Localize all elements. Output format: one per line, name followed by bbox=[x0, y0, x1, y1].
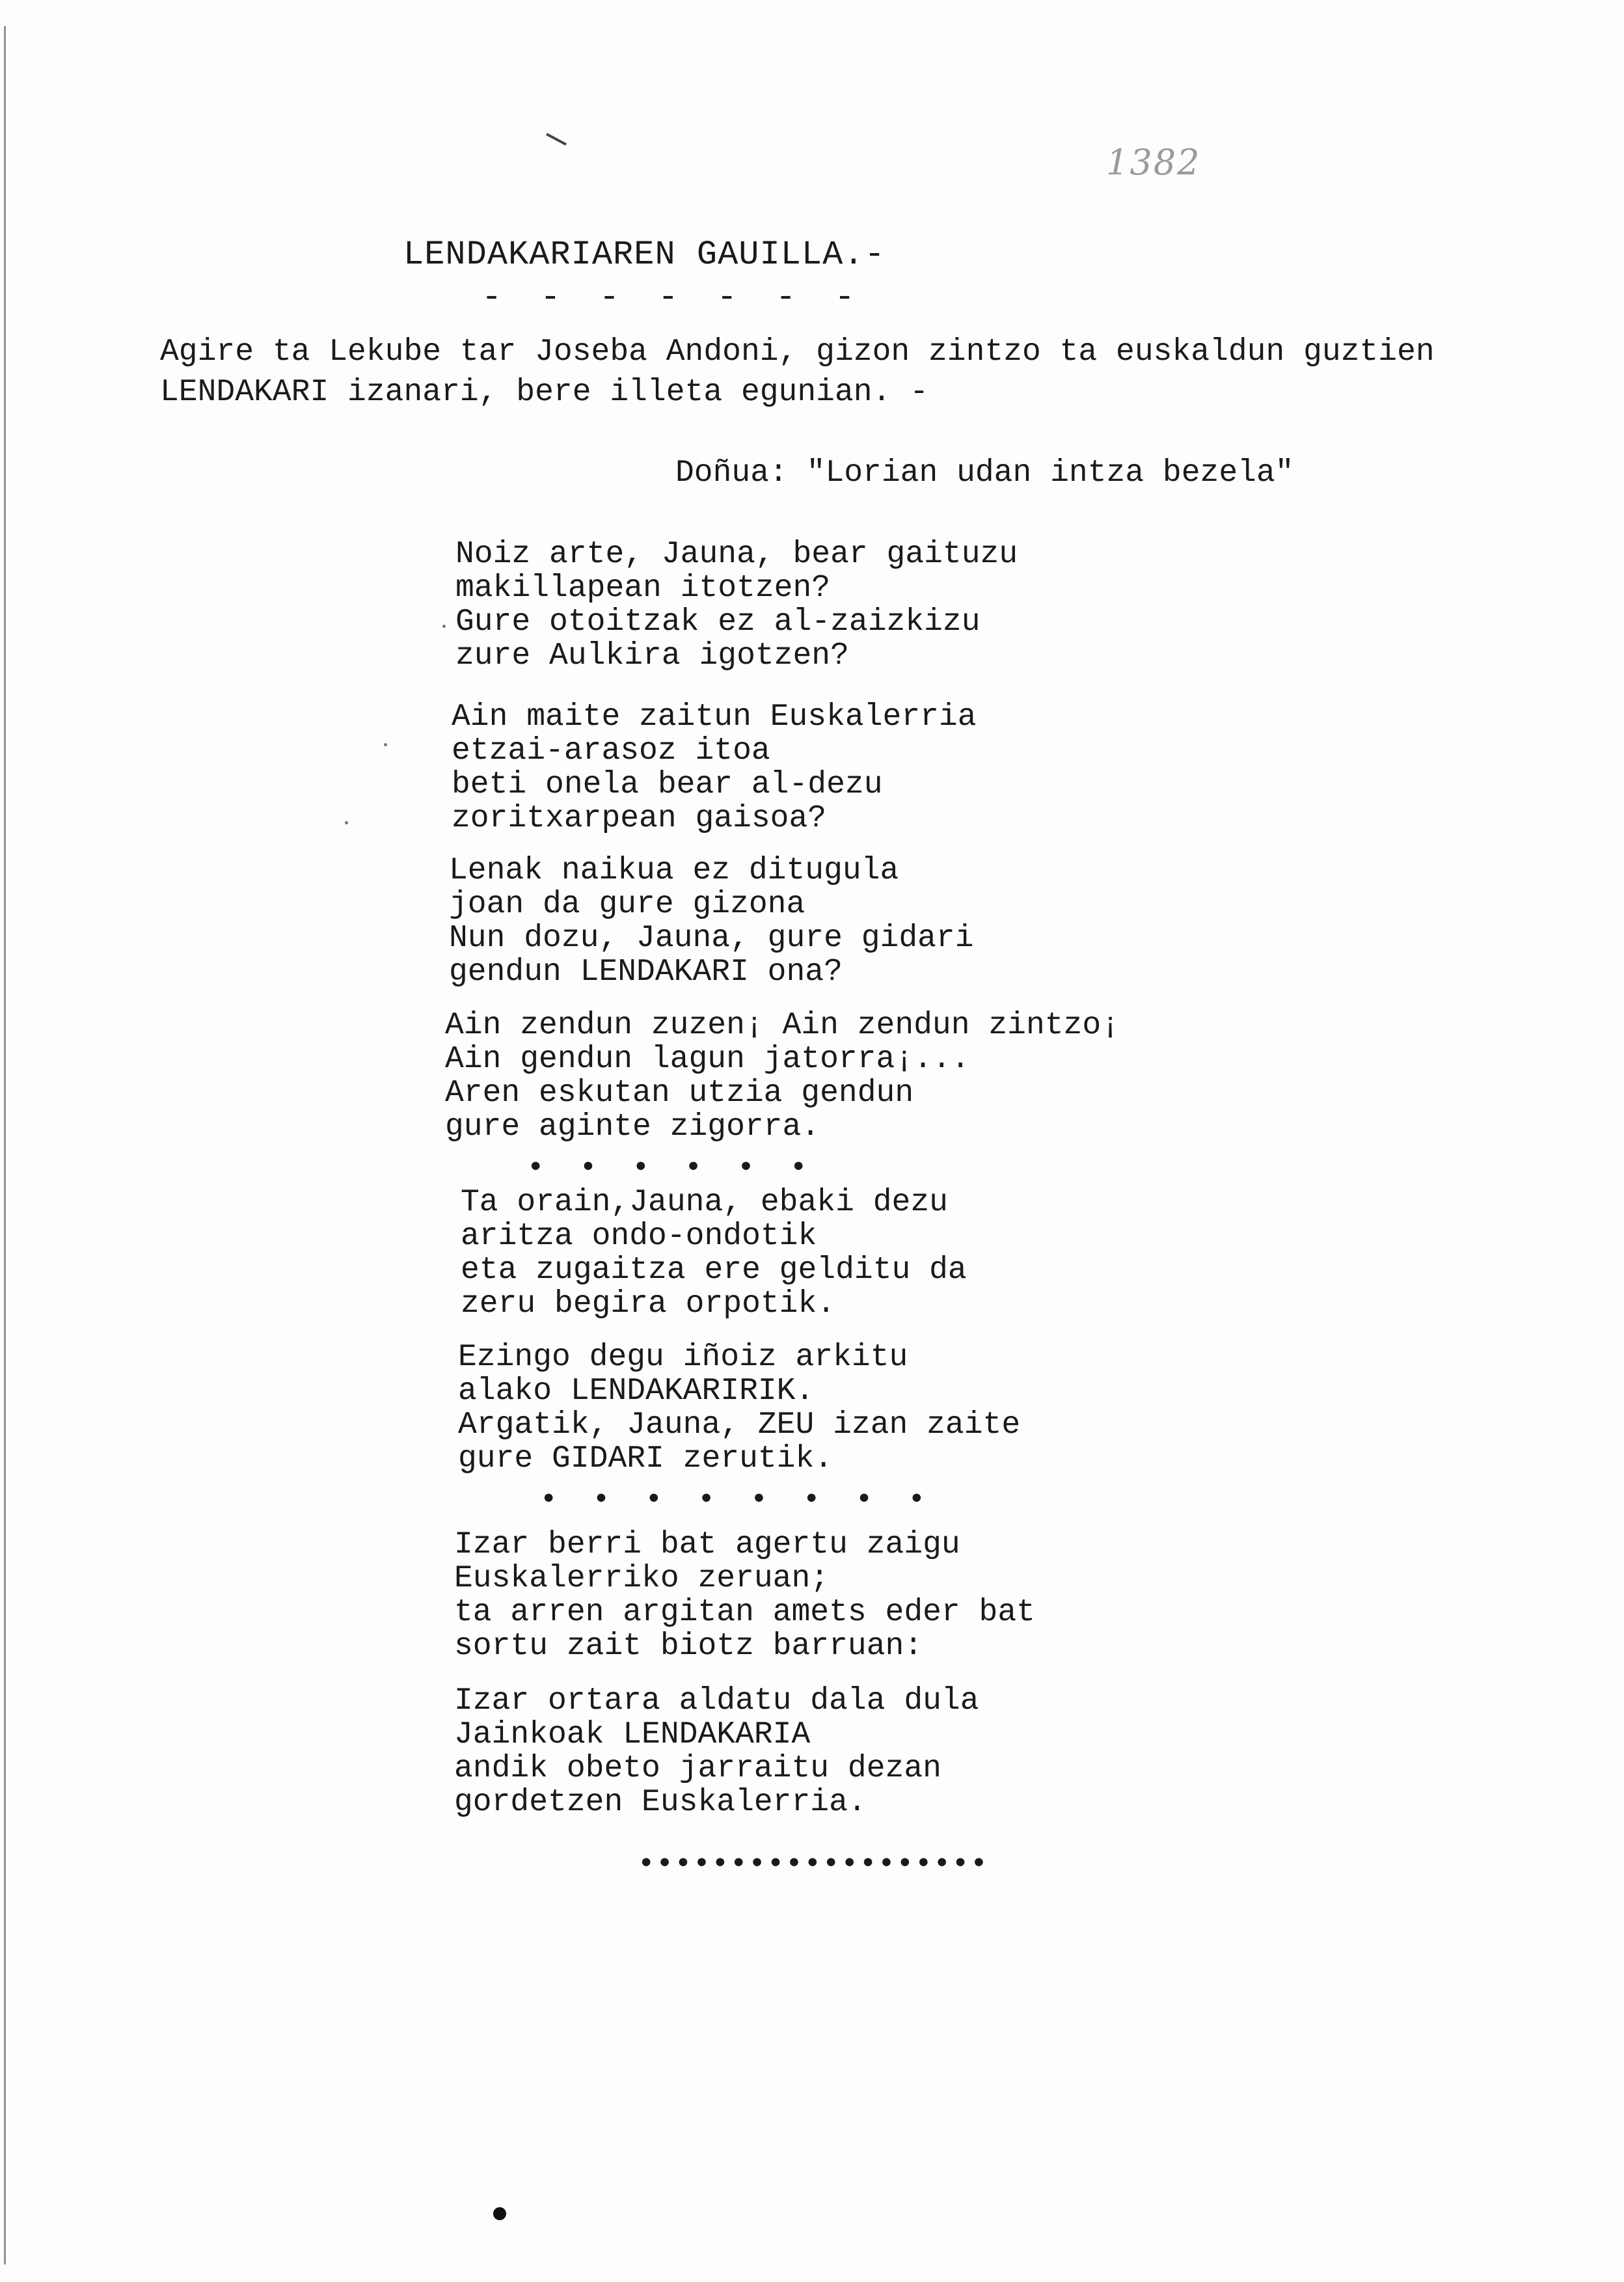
verse-line: joan da gure gizona bbox=[449, 887, 805, 922]
verse-line: Nun dozu, Jauna, gure gidari bbox=[449, 921, 974, 956]
verse-line: Aren eskutan utzia gendun bbox=[445, 1076, 914, 1111]
stanza-5 bbox=[461, 1186, 967, 1321]
paper-speck bbox=[345, 821, 348, 824]
verse-line: gendun LENDAKARI ona? bbox=[449, 955, 843, 990]
verse-line: aritza ondo-ondotik bbox=[461, 1219, 817, 1254]
verse-line: andik obeto jarraitu dezan bbox=[454, 1751, 941, 1786]
poem-title: LENDAKARIAREN GAUILLA.- bbox=[403, 236, 886, 274]
dedication bbox=[160, 332, 1559, 413]
title-underline: - - - - - - - bbox=[481, 278, 864, 317]
verse-line: Ezingo degu iñoiz arkitu bbox=[458, 1340, 908, 1375]
verse-line: Lenak naikua ez ditugula bbox=[449, 853, 899, 888]
paper-speck bbox=[384, 743, 387, 746]
verse-line: Gure otoitzak ez al-zaizkizu bbox=[455, 604, 981, 640]
verse-line: sortu zait biotz barruan: bbox=[454, 1629, 923, 1664]
stanza-2 bbox=[452, 700, 977, 835]
stray-ink-mark bbox=[546, 133, 567, 145]
verse-line: gure GIDARI zerutik. bbox=[458, 1441, 833, 1476]
verse-line: zeru begira orpotik. bbox=[461, 1286, 836, 1322]
end-dots: ••••••••••••••••••• bbox=[638, 1848, 989, 1881]
stanza-4 bbox=[445, 1009, 1120, 1144]
separator-dots: • • • • • • bbox=[527, 1152, 817, 1184]
verse-line: etzai-arasoz itoa bbox=[452, 733, 770, 768]
separator-dots: • • • • • • • • bbox=[540, 1484, 935, 1516]
dedication-line-1: Agire ta Lekube tar Joseba Andoni, gizon zintzo ta euskaldun guztien bbox=[160, 334, 1435, 370]
stanza-3 bbox=[449, 854, 974, 989]
stanza-1 bbox=[455, 537, 1018, 673]
page-edge-shadow bbox=[4, 26, 6, 2264]
verse-line: Ain maite zaitun Euskalerria bbox=[452, 700, 977, 735]
verse-line: Noiz arte, Jauna, bear gaituzu bbox=[455, 537, 1018, 572]
verse-line: makillapean itotzen? bbox=[455, 571, 831, 606]
verse-line: beti onela bear al-dezu bbox=[452, 767, 883, 802]
verse-line: Izar ortara aldatu dala dula bbox=[454, 1683, 979, 1718]
verse-line: zure Aulkira igotzen? bbox=[455, 638, 849, 673]
verse-line: Ain zendun zuzen¡ Ain zendun zintzo¡ bbox=[445, 1008, 1120, 1043]
verse-line: gure aginte zigorra. bbox=[445, 1109, 820, 1145]
verse-line: gordetzen Euskalerria. bbox=[454, 1785, 867, 1820]
verse-line: ta arren argitan amets eder bat bbox=[454, 1595, 1035, 1630]
punched-hole-mark bbox=[493, 2207, 506, 2220]
stanza-7 bbox=[454, 1528, 1035, 1663]
verse-line: alako LENDAKARIRIK. bbox=[458, 1374, 815, 1409]
stanza-6 bbox=[458, 1340, 1020, 1476]
archive-number: 1382 bbox=[1106, 142, 1201, 183]
verse-line: eta zugaitza ere gelditu da bbox=[461, 1253, 967, 1288]
tune-line: Doñua: "Lorian udan intza bezela" bbox=[675, 455, 1294, 491]
verse-line: Ta orain,Jauna, ebaki dezu bbox=[461, 1185, 948, 1220]
paper-speck bbox=[442, 625, 446, 628]
verse-line: Euskalerriko zeruan; bbox=[454, 1561, 830, 1596]
verse-line: Argatik, Jauna, ZEU izan zaite bbox=[458, 1407, 1021, 1443]
verse-line: Ain gendun lagun jatorra¡... bbox=[445, 1042, 970, 1077]
stanza-8 bbox=[454, 1684, 979, 1819]
verse-line: Izar berri bat agertu zaigu bbox=[454, 1527, 960, 1562]
verse-line: zoritxarpean gaisoa? bbox=[452, 801, 827, 836]
verse-line: Jainkoak LENDAKARIA bbox=[454, 1717, 811, 1752]
dedication-line-2: LENDAKARI izanari, bere illeta egunian. - bbox=[160, 375, 928, 410]
